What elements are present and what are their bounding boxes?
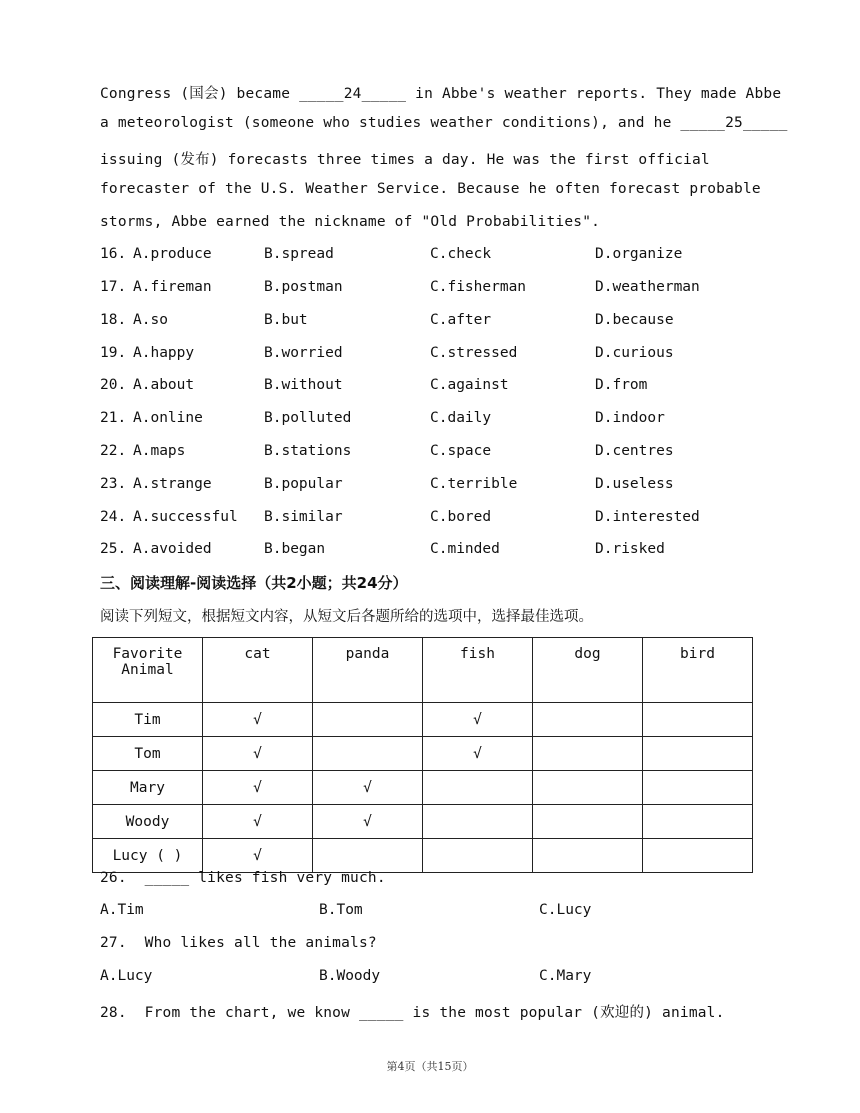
question-number: 20. (100, 377, 127, 393)
option-c: C.bored (430, 509, 492, 525)
column-header: bird (643, 638, 753, 703)
check-cell (423, 771, 533, 805)
table-corner-header (93, 638, 203, 703)
option-d: D.organize (595, 246, 683, 262)
question-number: 22. (100, 443, 127, 459)
option-b: B.without (264, 377, 343, 393)
check-cell (533, 703, 643, 737)
option-a: A.strange (133, 476, 212, 492)
option-a: A.online (133, 410, 203, 426)
table-row (93, 839, 753, 873)
question-28-stem: 28. From the chart, we know _____ is the most popular (欢迎的) animal. (100, 1005, 725, 1021)
table-row (93, 737, 753, 771)
option-c: C.against (430, 377, 509, 393)
check-cell: √ (313, 771, 423, 805)
check-cell (313, 839, 423, 873)
check-cell: √ (423, 703, 533, 737)
row-name: Tim (93, 703, 203, 737)
column-header: fish (423, 638, 533, 703)
option-d: D.indoor (595, 410, 665, 426)
option-a: A.happy (133, 345, 195, 361)
option-row-25 (100, 541, 760, 563)
option-b: B.stations (264, 443, 352, 459)
header-line: Animal (121, 662, 174, 678)
column-header: panda (313, 638, 423, 703)
option-d: D.weatherman (595, 279, 700, 295)
option-row-23 (100, 476, 760, 498)
question-26-stem: 26. _____ likes fish very much. (100, 870, 386, 886)
option-row-18 (100, 312, 760, 334)
option-a: A.about (133, 377, 195, 393)
header-line: Favorite (112, 646, 183, 662)
option-d: D.interested (595, 509, 700, 525)
option-d: D.curious (595, 345, 674, 361)
check-cell (423, 839, 533, 873)
option-a: A.Tim (100, 902, 144, 918)
option-row-19 (100, 345, 760, 367)
check-cell: √ (203, 839, 313, 873)
option-a: A.avoided (133, 541, 212, 557)
question-27-stem: 27. Who likes all the animals? (100, 935, 377, 951)
option-b: B.Tom (319, 902, 363, 918)
page-footer: 第4页（共15页） (386, 1060, 474, 1073)
option-c: C.minded (430, 541, 500, 557)
question-number: 16. (100, 246, 127, 262)
check-cell (643, 703, 753, 737)
option-c: C.after (430, 312, 492, 328)
column-header: dog (533, 638, 643, 703)
check-cell: √ (203, 771, 313, 805)
favorite-animal-table (92, 637, 753, 873)
option-a: A.so (133, 312, 168, 328)
passage-line: storms, Abbe earned the nickname of "Old Probabilities". (100, 214, 601, 230)
option-row-17 (100, 279, 760, 301)
option-a: A.fireman (133, 279, 212, 295)
option-d: D.risked (595, 541, 665, 557)
question-number: 24. (100, 509, 127, 525)
option-row-20 (100, 377, 760, 399)
option-c: C.stressed (430, 345, 518, 361)
option-d: D.from (595, 377, 648, 393)
question-number: 25. (100, 541, 127, 557)
option-b: B.began (264, 541, 326, 557)
row-name: Woody (93, 805, 203, 839)
check-cell (313, 703, 423, 737)
question-number: 23. (100, 476, 127, 492)
option-c: C.fisherman (430, 279, 527, 295)
passage-line: a meteorologist (someone who studies weather conditions), and he _____25_____ (100, 115, 788, 131)
question-number: 17. (100, 279, 127, 295)
option-c: C.terrible (430, 476, 518, 492)
option-row-22 (100, 443, 760, 465)
option-row-16 (100, 246, 760, 268)
option-a: A.Lucy (100, 968, 153, 984)
option-d: D.useless (595, 476, 674, 492)
check-cell (643, 737, 753, 771)
check-cell (533, 737, 643, 771)
option-b: B.postman (264, 279, 343, 295)
question-27-options (100, 968, 760, 990)
row-name: Mary (93, 771, 203, 805)
question-26-options (100, 902, 760, 924)
check-cell: √ (203, 703, 313, 737)
check-cell (643, 839, 753, 873)
option-b: B.polluted (264, 410, 352, 426)
column-header: cat (203, 638, 313, 703)
question-number: 19. (100, 345, 127, 361)
option-c: C.daily (430, 410, 492, 426)
check-cell (643, 805, 753, 839)
table-row (93, 771, 753, 805)
check-cell (643, 771, 753, 805)
check-cell: √ (423, 737, 533, 771)
row-name: Lucy ( ) (93, 839, 203, 873)
check-cell: √ (203, 737, 313, 771)
option-a: A.maps (133, 443, 186, 459)
option-c: C.check (430, 246, 492, 262)
option-b: B.but (264, 312, 308, 328)
check-cell (533, 771, 643, 805)
option-a: A.produce (133, 246, 212, 262)
option-c: C.Lucy (539, 902, 592, 918)
check-cell (423, 805, 533, 839)
option-b: B.spread (264, 246, 334, 262)
question-number: 21. (100, 410, 127, 426)
option-d: D.because (595, 312, 674, 328)
option-b: B.popular (264, 476, 343, 492)
check-cell (533, 805, 643, 839)
row-name: Tom (93, 737, 203, 771)
passage-line: issuing (发布) forecasts three times a day. He was the first official (100, 152, 710, 168)
check-cell: √ (313, 805, 423, 839)
option-row-21 (100, 410, 760, 432)
check-cell: √ (203, 805, 313, 839)
passage-line: forecaster of the U.S. Weather Service. Because he often forecast probable (100, 181, 761, 197)
instruction-text: 阅读下列短文，根据短文内容，从短文后各题所给的选项中，选择最佳选项。 (100, 609, 593, 625)
option-row-24 (100, 509, 760, 531)
option-b: B.Woody (319, 968, 381, 984)
question-number: 18. (100, 312, 127, 328)
table-row (93, 703, 753, 737)
option-d: D.centres (595, 443, 674, 459)
option-b: B.similar (264, 509, 343, 525)
passage-line: Congress (国会) became _____24_____ in Abbe's weather reports. They made Abbe (100, 86, 782, 102)
option-b: B.worried (264, 345, 343, 361)
option-c: C.space (430, 443, 492, 459)
section-title: 三、阅读理解-阅读选择（共2小题；共24分） (100, 574, 408, 592)
table-row (93, 805, 753, 839)
table-header-row (93, 638, 753, 703)
option-c: C.Mary (539, 968, 592, 984)
check-cell (313, 737, 423, 771)
check-cell (533, 839, 643, 873)
option-a: A.successful (133, 509, 238, 525)
